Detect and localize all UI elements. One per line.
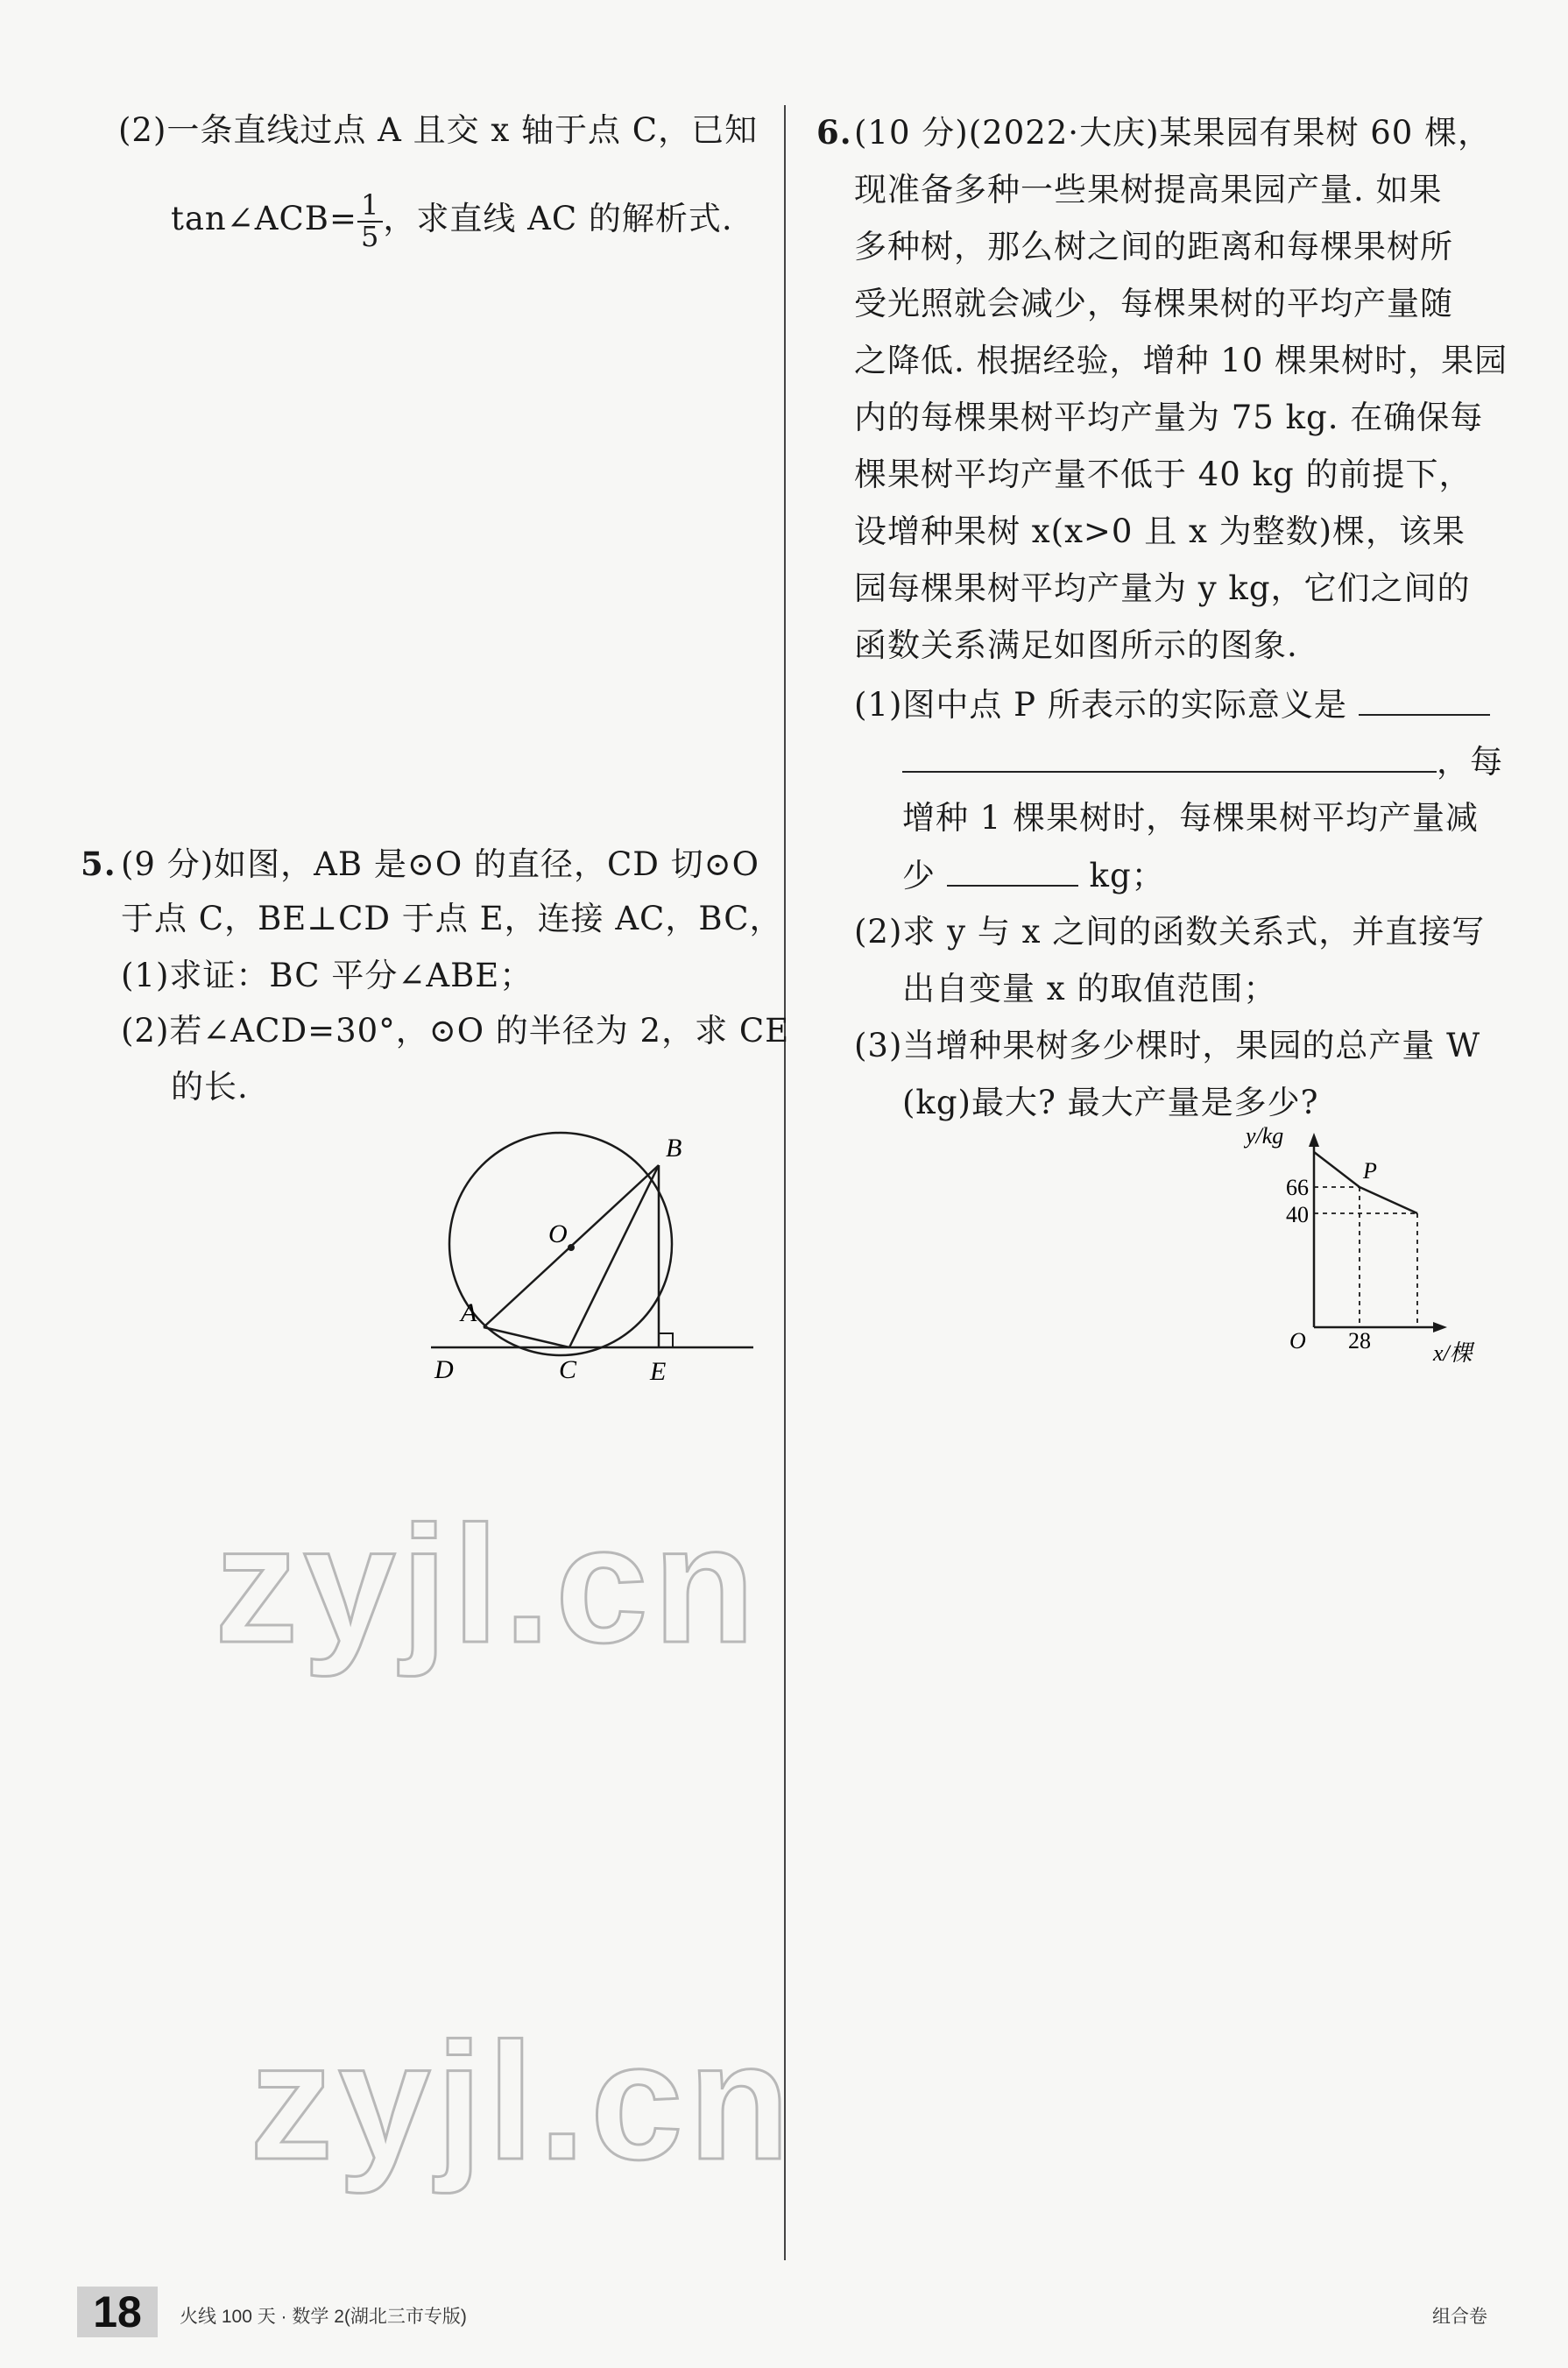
q6-line6: 内的每棵果树平均产量为 75 kg. 在确保每 [854, 399, 1484, 436]
q5-number: 5. [81, 845, 117, 883]
segment-ac [484, 1327, 569, 1347]
q4-part2-line2 [171, 188, 733, 253]
q6-line2: 现准备多种一些果树提高果园产量. 如果 [854, 171, 1443, 209]
label-c: C [559, 1355, 577, 1384]
q5-part1: (1)求证：BC 平分∠ABE； [121, 957, 533, 994]
column-divider [784, 105, 786, 2260]
fraction-one-fifth [357, 188, 383, 253]
q5-circle-figure [420, 1130, 771, 1410]
q6-number: 6. [816, 113, 852, 152]
q6-part1-less: 少 [902, 857, 936, 894]
q6-function-graph [1235, 1126, 1515, 1371]
q6-part1-unit: kg； [1089, 857, 1165, 894]
q5-line1: (9 分)如图，AB 是⊙O 的直径，CD 切⊙O [121, 845, 760, 883]
segment-bc [569, 1165, 659, 1347]
graph-line-from-p [1360, 1187, 1417, 1213]
q6-part2-line1: (2)求 y 与 x 之间的函数关系式，并直接写 [854, 913, 1486, 951]
set-name: 组合卷 [1432, 2307, 1487, 2327]
q6-part2-line2: 出自变量 x 的取值范围； [902, 970, 1277, 1007]
y-tick-66: 66 [1286, 1175, 1309, 1200]
q6-line1: (10 分)(2022·大庆)某果园有果树 60 棵， [854, 114, 1492, 152]
center-point-o [568, 1244, 575, 1251]
answer-blank-2[interactable] [902, 745, 1437, 773]
right-angle-mark [659, 1333, 673, 1347]
q6-line3: 多种树，那么树之间的距离和每棵果树所 [854, 228, 1453, 265]
origin-label: O [1289, 1328, 1306, 1354]
fraction-denominator: 5 [360, 219, 380, 253]
graph-line-to-p [1314, 1152, 1360, 1187]
q6-part1-line1 [854, 686, 1490, 724]
q6-line4: 受光照就会减少，每棵果树的平均产量随 [854, 285, 1453, 322]
q4-part2-line1: (2)一条直线过点 A 且交 x 轴于点 C，已知 [118, 111, 759, 149]
q5-part2: (2)若∠ACD=30°，⊙O 的半径为 2，求 CE [121, 1012, 790, 1050]
fraction-numerator: 1 [357, 191, 383, 223]
q5-line2: 于点 C，BE⊥CD 于点 E，连接 AC，BC， [121, 900, 783, 937]
label-a: A [461, 1298, 477, 1327]
label-d: D [434, 1355, 454, 1384]
label-b: B [666, 1134, 682, 1163]
tan-expression: tan∠ACB= [171, 200, 357, 238]
y-axis-label: y/kg [1246, 1126, 1284, 1149]
page-number: 18 [77, 2287, 158, 2337]
y-axis-arrow [1309, 1133, 1319, 1147]
q6-line7: 棵果树平均产量不低于 40 kg 的前提下， [854, 456, 1473, 493]
q4-part2-instruction: ，求直线 AC 的解析式. [383, 200, 733, 238]
answer-blank-1[interactable] [1359, 688, 1490, 716]
watermark-bottom: zyjl.cn [250, 2009, 795, 2195]
book-title: 火线 100 天 · 数学 2(湖北三市专版) [180, 2307, 467, 2327]
q6-part1-line3: 增种 1 棵果树时，每棵果树平均产量减 [902, 799, 1480, 837]
y-tick-40: 40 [1286, 1202, 1309, 1227]
x-axis-label: x/棵 [1433, 1340, 1473, 1366]
q6-part1-prompt: (1)图中点 P 所表示的实际意义是 [854, 686, 1347, 724]
point-p-label: P [1363, 1158, 1377, 1184]
label-o: O [548, 1219, 568, 1248]
q6-line8: 设增种果树 x(x>0 且 x 为整数)棵，该果 [854, 512, 1466, 550]
q5-part2-cont: 的长. [171, 1068, 249, 1106]
q6-part3-line2: (kg)最大? 最大产量是多少? [902, 1084, 1319, 1121]
q6-part1-line4 [902, 859, 1165, 892]
q6-part1-comma: ，每 [1437, 743, 1503, 781]
x-axis-arrow [1433, 1322, 1447, 1332]
x-tick-28: 28 [1348, 1328, 1371, 1354]
watermark-top: zyjl.cn [215, 1492, 760, 1678]
answer-blank-3[interactable] [947, 859, 1078, 887]
label-e: E [650, 1357, 667, 1386]
q6-line5: 之降低. 根据经验，增种 10 棵果树时，果园 [854, 342, 1508, 379]
q6-part3-line1: (3)当增种果树多少棵时，果园的总产量 W [854, 1027, 1481, 1064]
q6-part1-line2 [902, 743, 1503, 781]
q6-line9: 园每棵果树平均产量为 y kg，它们之间的 [854, 569, 1471, 607]
q6-line10: 函数关系满足如图所示的图象. [854, 626, 1298, 664]
